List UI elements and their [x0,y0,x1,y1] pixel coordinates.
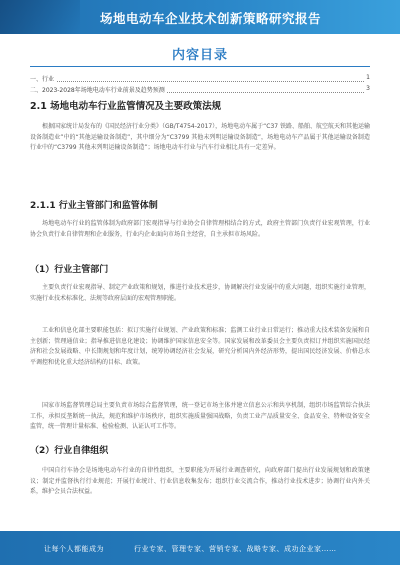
footer-roles: 行业专家、管理专家、营销专家、战略专家、成功企业家…… [134,545,337,553]
toc-entry-1[interactable] [30,74,370,83]
toc-divider [30,66,370,67]
subsection-paragraph: 场地电动车行业的监管体制为政府部门宏观指导与行业协会自律管理相结合的方式，政府主管部门负责行业宏观管理，行业协会负责行业自律管理和企业服务，行业内企业面向市场自主经营，自主承担市场风险。 [30,220,370,238]
header-decoration [0,0,80,34]
dept-paragraph-1: 主要负责行业宏观指导、制定产业政策和规划，推进行业技术进步，协调解决行业发展中的重大问题，组织实施行业管理，实施行业技术标准化、法规等政府层面的宏观管理职能。 [30,284,370,302]
dept-paragraph-2: 工业和信息化部主要职能包括：拟订实施行业规划、产业政策和标准；监测工业行业日常运行；推动重大技术装备发展和自主创新；管理通信业；指导推进信息化建设；协调维护国家信息安全等。国家发展和改革委员会主要负责拟订并组织实施国民经济和社会发展战略、中长期规划和年度计划，统筹协调经济社会发展，研究分析国内外经济形势，提出国民经济发展、价格总水平调控和优化重大经济结构的目标、政策。 [30,327,370,366]
toc-title: 内容目录 [171,48,228,63]
section-paragraph-1: 根据国家统计局发布的《国民经济行业分类》（GB/T4754-2017），场地电动车属于“C37 铁路、船舶、航空航天和其他运输设备制造业”中的“其他运输设备制造”，其中细分为“C3799 其他未列明运输设备制造”，场地电动车产品属于其他运输设备制造行业中的“C3799 其他未列明运输设备制造”；场地电动车行业与汽车行业相比具有一定差异。 [30,123,370,151]
toc-entry-2[interactable] [30,85,370,94]
footer-slogan: 让每个人都能成为 [44,545,104,553]
toc-leader-dots [30,81,364,82]
footer-band [0,531,400,565]
section-heading: 2.1 场地电动车行业监管情况及主要政策法规 [30,101,222,112]
dept-heading: （1）行业主管部门 [30,265,109,275]
toc-entry-text: 二、2023-2028年场地电动车行业前景及趋势预测 [30,87,165,94]
selfreg-heading: （2）行业自律组织 [30,446,109,456]
subsection-heading: 2.1.1 行业主管部门和监管体制 [30,201,158,211]
toc-entry-page: 1 [366,74,370,81]
dept-paragraph-3: 国家市场监督管理总局主要负责市场综合监督管理，统一登记市场主体并建立信息公示和共享机制，组织市场监管综合执法工作，承担反垄断统一执法，规范和维护市场秩序，组织实施质量强国战略，负责工业产品质量安全、食品安全、特种设备安全监管，统一管理计量标准、检验检测、认证认可工作等。 [30,402,370,430]
toc-entry-text: 一、行业 [30,76,55,83]
report-title: 场地电动车企业技术创新策略研究报告 [100,11,322,26]
toc-entry-page: 3 [366,85,370,92]
header-band [0,0,400,34]
selfreg-paragraph: 中国自行车协会是场地电动车行业的自律性组织，主要职能为开展行业调查研究，向政府部门提出行业发展规划和政策建议；制定并监督执行行业规范；开展行业统计、行业信息收集发布；组织行业交流合作，推动行业技术进步；协调行业内外关系，维护会员合法权益。 [30,467,370,495]
